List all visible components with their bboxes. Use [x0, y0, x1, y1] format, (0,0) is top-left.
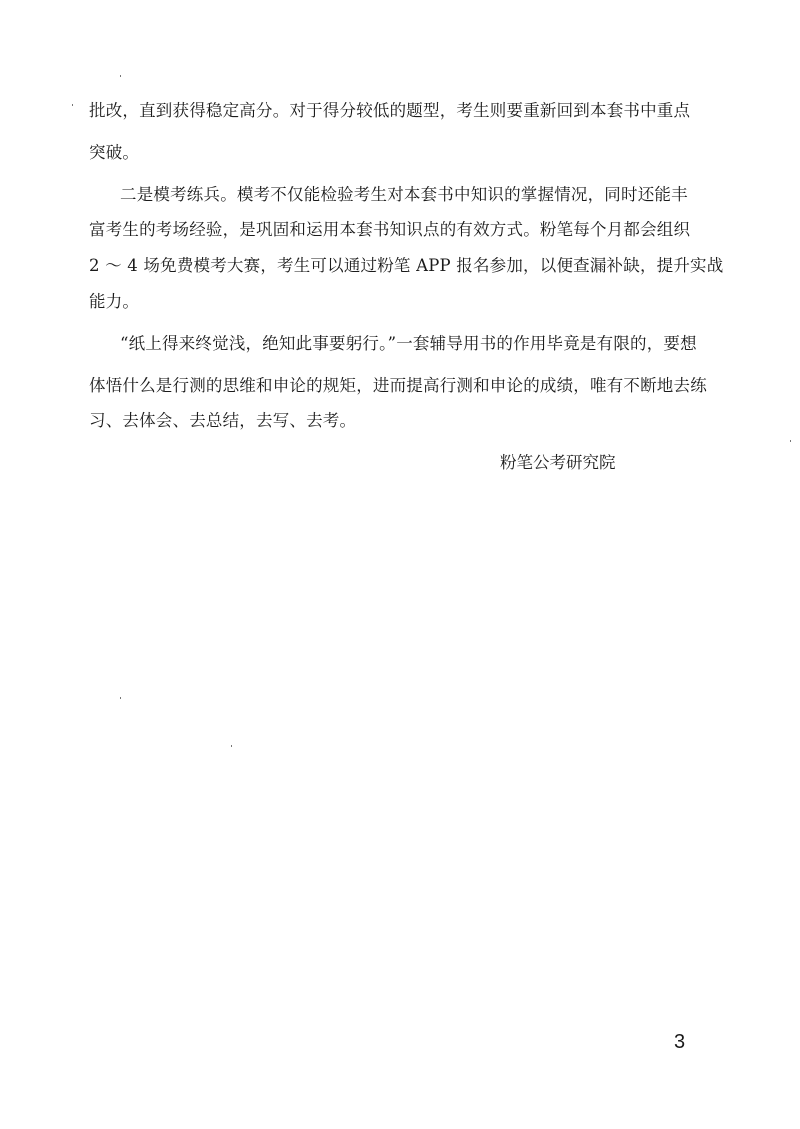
- scan-speck: [120, 75, 121, 77]
- paragraph-3-line-3: 习、去体会、去总结，去写、去考。: [89, 411, 357, 430]
- scan-speck: [120, 697, 121, 699]
- scan-speck: [231, 745, 232, 747]
- paragraph-2-line-2: 富考生的考场经验，是巩固和运用本套书知识点的有效方式。粉笔每个月都会组织: [89, 220, 691, 239]
- paragraph-3-line-2: 体悟什么是行测的思维和申论的规矩，进而提高行测和申论的成绩，唯有不断地去练: [89, 376, 707, 395]
- scan-speck: [790, 440, 791, 442]
- paragraph-2-line-3: 2 ～ 4 场免费模考大赛，考生可以通过粉笔 APP 报名参加，以便查漏补缺，提升实战: [89, 256, 724, 275]
- page-number: 3: [674, 1031, 686, 1053]
- paragraph-1-line-2: 突破。: [89, 143, 140, 162]
- scan-speck: [72, 104, 73, 106]
- paragraph-2-line-4: 能力。: [89, 292, 140, 311]
- paragraph-3-line-1: “纸上得来终觉浅，绝知此事要躬行。”一套辅导用书的作用毕竟是有限的，要想: [120, 334, 697, 353]
- paragraph-2-line-1: 二是模考练兵。模考不仅能检验考生对本套书中知识的掌握情况，同时还能丰: [120, 185, 688, 204]
- paragraph-1-line-1: 批改，直到获得稳定高分。对于得分较低的题型，考生则要重新回到本套书中重点: [89, 101, 691, 120]
- signature: 粉笔公考研究院: [500, 453, 616, 472]
